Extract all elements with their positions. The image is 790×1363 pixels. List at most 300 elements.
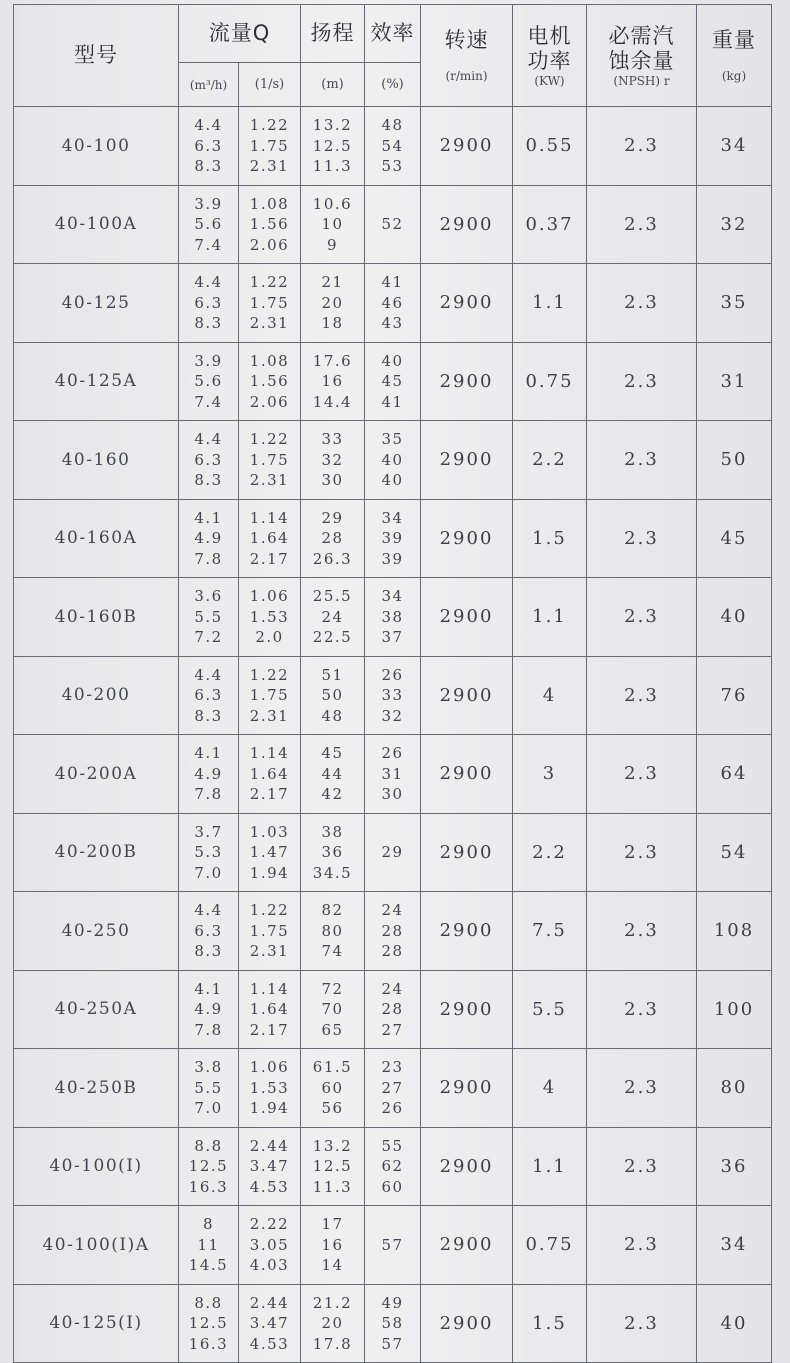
head-cell-value: 13.2 [312, 116, 353, 134]
head-cell-value: 12.5 [312, 1157, 353, 1175]
weight-cell: 31 [697, 342, 772, 421]
head-cell-value: 82 [321, 901, 344, 919]
weight-cell: 34 [697, 1206, 772, 1285]
npsh-cell: 2.3 [587, 970, 697, 1049]
flow-m3h-cell-value: 7.8 [194, 549, 223, 568]
flow-m3h-cell-value: 8.3 [194, 942, 223, 960]
header-npsh-line2: 蚀余量 [608, 48, 675, 73]
flow-ls-cell-value: 1.75 [249, 921, 290, 940]
flow-m3h-cell-value: 5.3 [194, 843, 223, 861]
efficiency-cell [365, 735, 421, 814]
head-cell-value: 16 [321, 1235, 344, 1254]
head-cell [301, 578, 365, 657]
head-cell-value: 42 [321, 785, 344, 803]
head-cell-value: 48 [321, 706, 344, 725]
model-cell: 40-160B [14, 578, 179, 657]
table-row [14, 970, 772, 1049]
npsh-cell: 2.3 [587, 892, 697, 971]
flow-m3h-cell-value: 4.9 [194, 1000, 223, 1018]
efficiency-cell-value: 48 [381, 116, 404, 134]
head-cell [301, 499, 365, 578]
npsh-cell: 2.3 [587, 499, 697, 578]
head-cell [301, 107, 365, 186]
efficiency-cell [365, 185, 421, 264]
flow-m3h-cell [179, 970, 239, 1049]
power-cell: 2.2 [513, 813, 587, 892]
model-cell: 40-100 [14, 107, 179, 186]
efficiency-cell [365, 499, 421, 578]
head-cell-value: 32 [321, 450, 344, 469]
efficiency-cell-value: 41 [381, 392, 404, 411]
efficiency-cell [365, 421, 421, 500]
power-cell: 1.5 [513, 499, 587, 578]
npsh-cell: 2.3 [587, 656, 697, 735]
flow-ls-cell-value: 2.17 [249, 785, 290, 803]
flow-m3h-cell-value: 8.3 [194, 314, 223, 332]
weight-cell: 36 [697, 1127, 772, 1206]
header-power-unit: (KW) [534, 73, 565, 88]
head-cell-value: 13.2 [312, 1136, 353, 1155]
header-speed-unit: (r/min) [445, 69, 488, 83]
flow-m3h-cell [179, 578, 239, 657]
flow-ls-cell [239, 813, 301, 892]
speed-cell: 2900 [421, 264, 513, 343]
npsh-cell: 2.3 [587, 1206, 697, 1285]
table-row [14, 578, 772, 657]
efficiency-cell-value: 49 [381, 1293, 404, 1312]
flow-m3h-cell-value: 5.5 [194, 607, 223, 626]
head-cell-value: 24 [321, 607, 344, 626]
head-cell-value: 10 [321, 215, 344, 233]
flow-m3h-cell [179, 656, 239, 735]
header-power-line2: 功率 [527, 48, 572, 73]
head-cell-value: 56 [321, 1099, 344, 1117]
head-cell-value: 45 [321, 744, 344, 762]
flow-m3h-cell [179, 421, 239, 500]
flow-m3h-cell-value: 8.3 [194, 706, 223, 725]
efficiency-cell [365, 970, 421, 1049]
head-cell-value: 51 [321, 665, 344, 684]
flow-m3h-cell-value: 3.9 [194, 351, 223, 370]
efficiency-cell-value: 52 [381, 215, 404, 233]
head-cell [301, 185, 365, 264]
efficiency-cell-value: 29 [381, 843, 404, 861]
head-cell-value: 28 [321, 529, 344, 547]
weight-cell: 80 [697, 1049, 772, 1128]
head-cell-value: 38 [321, 822, 344, 841]
efficiency-cell [365, 342, 421, 421]
flow-m3h-cell [179, 735, 239, 814]
flow-m3h-cell-value: 7.0 [194, 1099, 223, 1117]
flow-ls-cell-value: 1.94 [249, 1099, 290, 1117]
weight-cell: 45 [697, 499, 772, 578]
speed-cell: 2900 [421, 1049, 513, 1128]
efficiency-cell-value: 55 [381, 1136, 404, 1155]
flow-ls-cell-value: 1.14 [249, 744, 290, 762]
flow-m3h-cell-value: 4.1 [194, 979, 223, 998]
head-cell-value: 11.3 [312, 1177, 353, 1196]
flow-m3h-cell-value: 7.4 [194, 392, 223, 411]
table-row [14, 421, 772, 500]
flow-ls-cell-value: 1.22 [249, 273, 290, 291]
npsh-cell: 2.3 [587, 342, 697, 421]
table-row [14, 107, 772, 186]
power-cell: 1.1 [513, 264, 587, 343]
head-cell-value: 20 [321, 293, 344, 312]
head-cell-value: 18 [321, 314, 344, 332]
efficiency-cell [365, 656, 421, 735]
speed-cell: 2900 [421, 421, 513, 500]
header-flow-unit-m3h: (m³/h) [179, 63, 239, 107]
flow-ls-cell-value: 1.08 [249, 194, 290, 213]
flow-ls-cell-value: 1.56 [249, 372, 290, 390]
head-cell [301, 735, 365, 814]
head-cell-value: 17.8 [312, 1334, 353, 1353]
flow-ls-cell-value: 1.14 [249, 508, 290, 527]
head-cell-value: 25.5 [312, 587, 353, 605]
flow-m3h-cell-value: 5.5 [194, 1078, 223, 1097]
flow-ls-cell [239, 892, 301, 971]
efficiency-cell [365, 1049, 421, 1128]
head-cell-value: 11.3 [312, 157, 353, 175]
head-cell-value: 17.6 [312, 351, 353, 370]
efficiency-cell [365, 264, 421, 343]
flow-ls-cell-value: 1.03 [249, 822, 290, 841]
flow-ls-cell [239, 1284, 301, 1363]
flow-ls-cell-value: 1.64 [249, 764, 290, 783]
npsh-cell: 2.3 [587, 185, 697, 264]
flow-m3h-cell-value: 4.1 [194, 744, 223, 762]
flow-ls-cell [239, 578, 301, 657]
flow-m3h-cell-value: 4.4 [194, 273, 223, 291]
flow-m3h-cell-value: 6.3 [194, 450, 223, 469]
head-cell-value: 10.6 [312, 194, 353, 213]
speed-cell: 2900 [421, 107, 513, 186]
flow-m3h-cell-value: 6.3 [194, 686, 223, 704]
efficiency-cell [365, 813, 421, 892]
header-efficiency: 效率 [365, 5, 421, 63]
efficiency-cell-value: 40 [381, 351, 404, 370]
efficiency-cell-value: 35 [381, 430, 404, 448]
weight-cell: 100 [697, 970, 772, 1049]
head-cell-value: 30 [321, 471, 344, 489]
flow-m3h-cell-value: 4.4 [194, 430, 223, 448]
head-cell-value: 61.5 [312, 1058, 353, 1076]
speed-cell: 2900 [421, 1206, 513, 1285]
head-cell-value: 21 [321, 273, 344, 291]
flow-m3h-cell-value: 4.4 [194, 901, 223, 919]
head-cell-value: 20 [321, 1314, 344, 1332]
pump-spec-table [13, 4, 772, 1363]
table-row [14, 813, 772, 892]
efficiency-cell [365, 578, 421, 657]
header-head-unit: (m) [301, 63, 365, 107]
efficiency-cell-value: 53 [381, 157, 404, 175]
header-speed-label: 转速 [444, 28, 489, 52]
head-cell [301, 1206, 365, 1285]
flow-m3h-cell-value: 4.9 [194, 764, 223, 783]
head-cell-value: 80 [321, 921, 344, 940]
efficiency-cell-value: 37 [381, 628, 404, 646]
npsh-cell: 2.3 [587, 1049, 697, 1128]
model-cell: 40-200 [14, 656, 179, 735]
flow-m3h-cell-value: 8 [202, 1215, 215, 1233]
head-cell [301, 1049, 365, 1128]
efficiency-cell-value: 58 [381, 1314, 404, 1332]
flow-m3h-cell [179, 185, 239, 264]
model-cell: 40-125A [14, 342, 179, 421]
npsh-cell: 2.3 [587, 1284, 697, 1363]
flow-ls-cell [239, 1206, 301, 1285]
head-cell-value: 36 [321, 843, 344, 861]
head-cell-value: 17 [321, 1215, 344, 1233]
npsh-cell: 2.3 [587, 578, 697, 657]
efficiency-cell-value: 24 [381, 979, 404, 998]
flow-ls-cell [239, 735, 301, 814]
flow-ls-cell-value: 4.03 [249, 1256, 290, 1274]
table-row [14, 656, 772, 735]
flow-m3h-cell-value: 4.4 [194, 116, 223, 134]
efficiency-cell-value: 26 [381, 665, 404, 684]
model-cell: 40-160A [14, 499, 179, 578]
flow-ls-cell-value: 1.64 [249, 1000, 290, 1018]
head-cell-value: 29 [321, 508, 344, 527]
efficiency-cell-value: 40 [381, 450, 404, 469]
npsh-cell: 2.3 [587, 735, 697, 814]
flow-ls-cell [239, 970, 301, 1049]
table-row [14, 1049, 772, 1128]
head-cell-value: 21.2 [312, 1293, 353, 1312]
flow-ls-cell-value: 4.53 [249, 1177, 290, 1196]
power-cell: 5.5 [513, 970, 587, 1049]
head-cell-value: 65 [321, 1020, 344, 1039]
flow-ls-cell [239, 107, 301, 186]
flow-m3h-cell [179, 499, 239, 578]
flow-ls-cell-value: 1.94 [249, 863, 290, 882]
flow-m3h-cell-value: 5.6 [194, 372, 223, 390]
header-weight [697, 5, 772, 107]
efficiency-cell-value: 34 [381, 587, 404, 605]
head-cell [301, 1284, 365, 1363]
flow-ls-cell-value: 2.22 [249, 1215, 290, 1233]
head-cell-value: 14.4 [312, 392, 353, 411]
flow-ls-cell-value: 1.75 [249, 293, 290, 312]
flow-ls-cell [239, 185, 301, 264]
npsh-cell: 2.3 [587, 264, 697, 343]
weight-cell: 40 [697, 1284, 772, 1363]
efficiency-cell-value: 43 [381, 314, 404, 332]
model-cell: 40-250A [14, 970, 179, 1049]
speed-cell: 2900 [421, 813, 513, 892]
efficiency-cell [365, 1206, 421, 1285]
spec-table-body [14, 107, 772, 1363]
speed-cell: 2900 [421, 1127, 513, 1206]
efficiency-cell-value: 28 [381, 942, 404, 960]
head-cell-value: 16 [321, 372, 344, 390]
efficiency-cell-value: 23 [381, 1058, 404, 1076]
power-cell: 2.2 [513, 421, 587, 500]
efficiency-cell-value: 62 [381, 1157, 404, 1175]
flow-m3h-cell-value: 8.3 [194, 471, 223, 489]
flow-ls-cell [239, 1127, 301, 1206]
flow-ls-cell-value: 2.17 [249, 1020, 290, 1039]
flow-ls-cell-value: 1.53 [249, 607, 290, 626]
flow-m3h-cell-value: 8.3 [194, 157, 223, 175]
table-row [14, 185, 772, 264]
flow-m3h-cell-value: 6.3 [194, 136, 223, 155]
head-cell-value: 22.5 [312, 628, 353, 646]
flow-ls-cell-value: 2.06 [249, 392, 290, 411]
model-cell: 40-250B [14, 1049, 179, 1128]
table-row [14, 264, 772, 343]
flow-m3h-cell [179, 1206, 239, 1285]
flow-m3h-cell-value: 7.8 [194, 785, 223, 803]
flow-m3h-cell [179, 1127, 239, 1206]
flow-ls-cell [239, 1049, 301, 1128]
efficiency-cell-value: 26 [381, 744, 404, 762]
flow-m3h-cell-value: 7.4 [194, 235, 223, 254]
flow-ls-cell-value: 2.31 [249, 706, 290, 725]
model-cell: 40-200A [14, 735, 179, 814]
header-power-line1: 电机 [527, 23, 572, 48]
flow-ls-cell [239, 499, 301, 578]
flow-m3h-cell-value: 8.8 [194, 1293, 223, 1312]
weight-cell: 32 [697, 185, 772, 264]
flow-m3h-cell [179, 892, 239, 971]
speed-cell: 2900 [421, 656, 513, 735]
table-row [14, 342, 772, 421]
npsh-cell: 2.3 [587, 813, 697, 892]
efficiency-cell-value: 33 [381, 686, 404, 704]
efficiency-cell-value: 38 [381, 607, 404, 626]
power-cell: 1.1 [513, 578, 587, 657]
header-npsh-unit: (NPSH) r [613, 73, 670, 88]
flow-ls-cell-value: 2.31 [249, 471, 290, 489]
flow-ls-cell-value: 2.31 [249, 314, 290, 332]
head-cell [301, 656, 365, 735]
header-efficiency-unit: (%) [365, 63, 421, 107]
flow-m3h-cell-value: 7.8 [194, 1020, 223, 1039]
flow-ls-cell-value: 3.47 [249, 1157, 290, 1175]
flow-m3h-cell [179, 342, 239, 421]
weight-cell: 50 [697, 421, 772, 500]
flow-ls-cell [239, 656, 301, 735]
speed-cell: 2900 [421, 1284, 513, 1363]
flow-ls-cell-value: 1.75 [249, 136, 290, 155]
flow-ls-cell-value: 2.0 [255, 628, 284, 646]
flow-ls-cell-value: 4.53 [249, 1334, 290, 1353]
efficiency-cell-value: 45 [381, 372, 404, 390]
head-cell [301, 970, 365, 1049]
efficiency-cell [365, 892, 421, 971]
model-cell: 40-100(I)A [14, 1206, 179, 1285]
flow-ls-cell-value: 2.31 [249, 942, 290, 960]
speed-cell: 2900 [421, 970, 513, 1049]
npsh-cell: 2.3 [587, 107, 697, 186]
table-row [14, 892, 772, 971]
flow-m3h-cell-value: 14.5 [188, 1256, 229, 1274]
speed-cell: 2900 [421, 185, 513, 264]
weight-cell: 64 [697, 735, 772, 814]
efficiency-cell-value: 57 [381, 1334, 404, 1353]
flow-m3h-cell-value: 16.3 [188, 1334, 229, 1353]
weight-cell: 40 [697, 578, 772, 657]
power-cell: 3 [513, 735, 587, 814]
efficiency-cell-value: 39 [381, 529, 404, 547]
weight-cell: 34 [697, 107, 772, 186]
flow-m3h-cell-value: 5.6 [194, 215, 223, 233]
flow-m3h-cell-value: 4.4 [194, 665, 223, 684]
head-cell-value: 26.3 [312, 549, 353, 568]
head-cell [301, 264, 365, 343]
power-cell: 4 [513, 656, 587, 735]
flow-m3h-cell-value: 12.5 [188, 1157, 229, 1175]
flow-ls-cell [239, 342, 301, 421]
power-cell: 0.55 [513, 107, 587, 186]
flow-ls-cell [239, 421, 301, 500]
header-flow-unit-ls: (1/s) [239, 63, 301, 107]
speed-cell: 2900 [421, 342, 513, 421]
weight-cell: 108 [697, 892, 772, 971]
efficiency-cell-value: 54 [381, 136, 404, 155]
flow-ls-cell-value: 2.31 [249, 157, 290, 175]
head-cell-value: 12.5 [312, 136, 353, 155]
head-cell-value: 72 [321, 979, 344, 998]
weight-cell: 54 [697, 813, 772, 892]
efficiency-cell-value: 39 [381, 549, 404, 568]
model-cell: 40-200B [14, 813, 179, 892]
flow-ls-cell-value: 2.44 [249, 1293, 290, 1312]
npsh-cell: 2.3 [587, 1127, 697, 1206]
flow-m3h-cell-value: 4.1 [194, 508, 223, 527]
flow-m3h-cell-value: 3.8 [194, 1058, 223, 1076]
head-cell-value: 70 [321, 1000, 344, 1018]
header-npsh-line1: 必需汽 [608, 23, 675, 48]
speed-cell: 2900 [421, 735, 513, 814]
flow-m3h-cell-value: 3.9 [194, 194, 223, 213]
flow-ls-cell-value: 3.47 [249, 1314, 290, 1332]
head-cell [301, 342, 365, 421]
efficiency-cell-value: 27 [381, 1078, 404, 1097]
power-cell: 1.1 [513, 1127, 587, 1206]
efficiency-cell-value: 41 [381, 273, 404, 291]
efficiency-cell [365, 1284, 421, 1363]
flow-ls-cell-value: 1.22 [249, 116, 290, 134]
efficiency-cell-value: 26 [381, 1099, 404, 1117]
flow-ls-cell-value: 1.56 [249, 215, 290, 233]
flow-ls-cell-value: 2.44 [249, 1136, 290, 1155]
head-cell-value: 50 [321, 686, 344, 704]
efficiency-cell-value: 32 [381, 706, 404, 725]
flow-m3h-cell-value: 16.3 [188, 1177, 229, 1196]
efficiency-cell-value: 46 [381, 293, 404, 312]
head-cell-value: 34.5 [312, 863, 353, 882]
header-row-1 [14, 5, 772, 63]
head-cell-value: 44 [321, 764, 344, 783]
efficiency-cell-value: 60 [381, 1177, 404, 1196]
power-cell: 0.75 [513, 1206, 587, 1285]
model-cell: 40-250 [14, 892, 179, 971]
weight-cell: 35 [697, 264, 772, 343]
head-cell [301, 421, 365, 500]
head-cell-value: 60 [321, 1078, 344, 1097]
npsh-cell: 2.3 [587, 421, 697, 500]
flow-m3h-cell [179, 264, 239, 343]
flow-m3h-cell-value: 7.0 [194, 863, 223, 882]
flow-ls-cell-value: 1.22 [249, 665, 290, 684]
head-cell-value: 14 [321, 1256, 344, 1274]
flow-m3h-cell-value: 6.3 [194, 293, 223, 312]
